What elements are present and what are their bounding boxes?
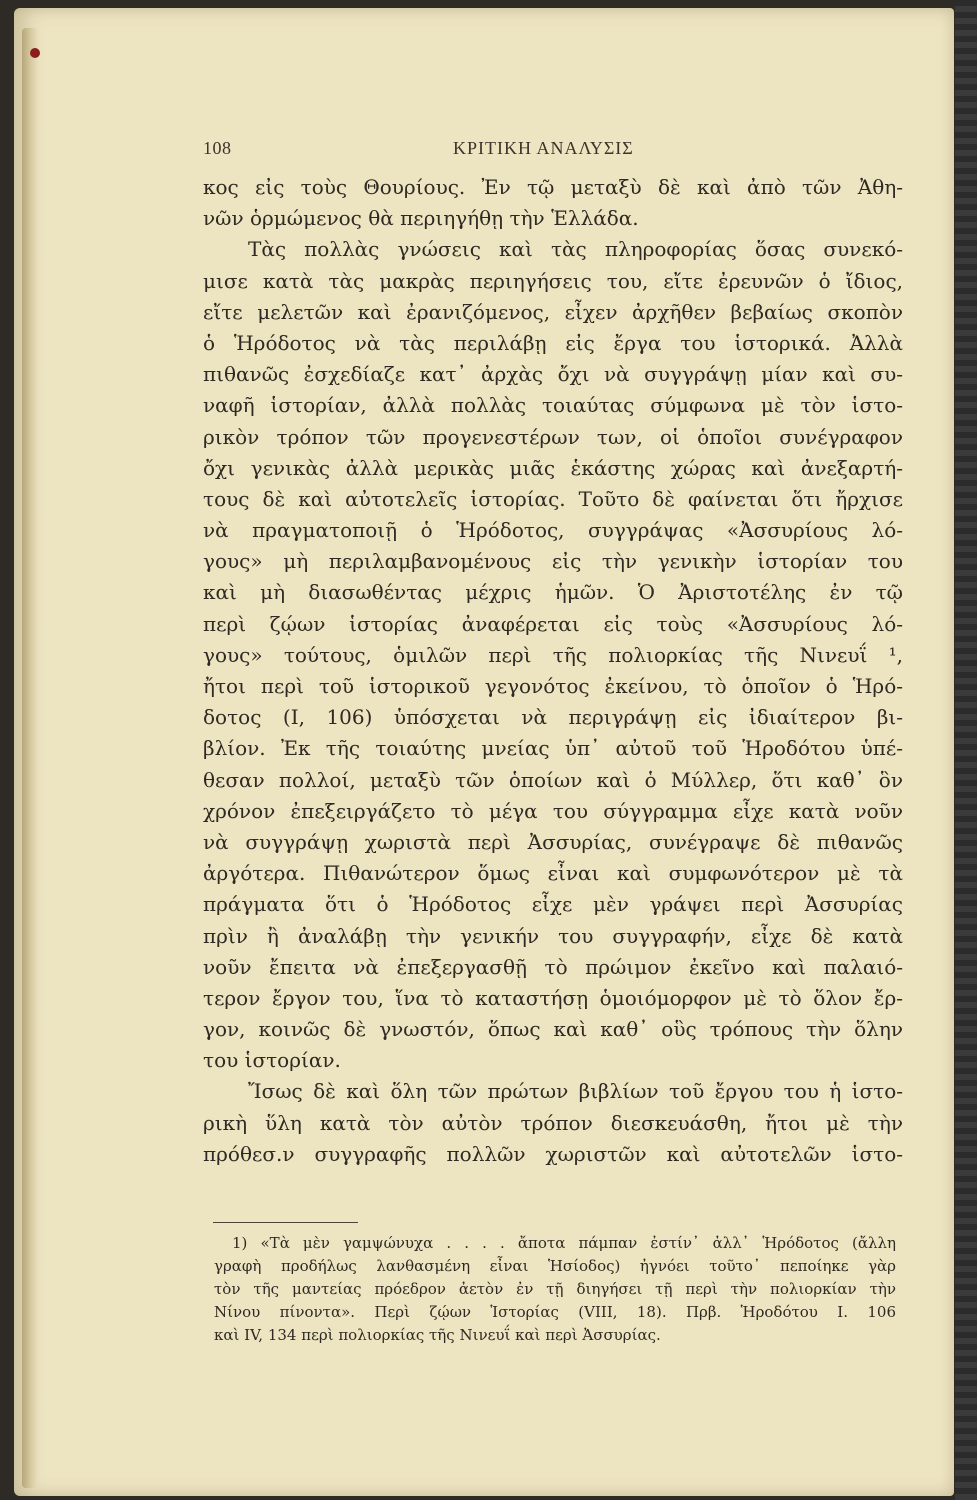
binding-strip: [955, 0, 977, 1500]
body-text: [203, 172, 903, 1170]
text-line: κος εἰς τοὺς Θουρίους. Ἐν τῷ μεταξὺ δὲ καὶ ἀπὸ τῶν Ἀθη-: [203, 175, 903, 199]
footnote-line: τὸν τῆς μαντείας πρόεδρον ἀετὸν ἐν τῇ διηγήσει τῇ περὶ τὴν πολιορκίαν τὴν: [214, 1280, 896, 1298]
text-line: δοτος (I, 106) ὑπόσχεται νὰ περιγράψῃ εἰς ἰδιαίτερον βι-: [203, 705, 903, 730]
text-line: γους» τούτους, ὁμιλῶν περὶ τῆς πολιορκίας τῆς Νινευΐ ¹,: [203, 642, 903, 667]
page-header: [203, 138, 898, 162]
text-line: του ἱστορίαν.: [203, 1048, 341, 1073]
footnote-line: καὶ IV, 134 περὶ πολιορκίας τῆς Νινευΐ καὶ περὶ Ἀσσυρίας.: [214, 1326, 661, 1344]
text-line: γους» μὴ περιλαμβανομένους εἰς τὴν γενικὴν ἱστορίαν του: [203, 549, 903, 574]
running-head: ΚΡΙΤΙΚΗ ΑΝΑΛΥΣΙΣ: [453, 138, 634, 158]
footnote-line: Νίνου πίνοντα». Περὶ ζῴων Ἱστορίας (VIII, 18). Πρβ. Ἡροδότου I. 106: [214, 1303, 896, 1321]
text-line: ὁ Ἡρόδοτος νὰ τὰς περιλάβῃ εἰς ἔργα του ἱστορικά. Ἀλλὰ: [203, 330, 903, 355]
text-line: πιθανῶς ἐσχεδίαζε κατ᾽ ἀρχὰς ὄχι νὰ συγγράψῃ μίαν καὶ συ-: [203, 362, 903, 387]
page-edge: [22, 28, 38, 1488]
text-line: περὶ ζῴων ἱστορίας ἀναφέρεται εἰς τοὺς «Ἀσσυρίους λό-: [203, 611, 903, 636]
text-line: ρικὴ ὕλη κατὰ τὸν αὐτὸν τρόπον διεσκευάσθη, ἤτοι μὲ τὴν: [203, 1110, 903, 1135]
text-line: χρόνον ἐπεξειργάζετο τὸ μέγα του σύγγραμμα εἶχε κατὰ νοῦν: [203, 798, 903, 823]
text-line: ἤτοι περὶ τοῦ ἱστορικοῦ γεγονότος ἐκείνου, τὸ ὁποῖον ὁ Ἡρό-: [203, 674, 903, 698]
text-line: ρικὸν τρόπον τῶν προγενεστέρων των, οἱ ὁποῖοι συνέγραφον: [203, 424, 903, 449]
text-line: ὄχι γενικὰς ἀλλὰ μερικὰς μιᾶς ἑκάστης χώρας καὶ ἀνεξαρτή-: [203, 455, 903, 480]
text-line: νοῦν ἔπειτα νὰ ἐπεξεργασθῇ τὸ πρώιμον ἐκεῖνο καὶ παλαιό-: [203, 954, 903, 979]
text-line: πράγματα ὅτι ὁ Ἡρόδοτος εἶχε μὲν γράψει περὶ Ἀσσυρίας: [203, 892, 903, 917]
text-line: νὰ πραγματοποιῇ ὁ Ἡρόδοτος, συγγράψας «Ἀσσυρίους λό-: [203, 518, 903, 543]
text-line: βλίον. Ἐκ τῆς τοιαύτης μνείας ὑπ᾽ αὐτοῦ τοῦ Ἡροδότου ὑπέ-: [203, 736, 903, 761]
text-line: εἴτε μελετῶν καὶ ἐρανιζόμενος, εἶχεν ἀρχῆθεν βεβαίως σκοπὸν: [203, 299, 903, 324]
text-line: πρόθεσ.ν συγγραφῆς πολλῶν χωριστῶν καὶ αὐτοτελῶν ἱστο-: [203, 1141, 903, 1166]
page-mark: [30, 48, 40, 58]
text-line: γον, κοινῶς δὲ γνωστόν, ὅπως καὶ καθ᾽ οὓς τρόπους τὴν ὅλην: [203, 1017, 903, 1042]
text-line: τερον ἔργον του, ἵνα τὸ καταστήσῃ ὁμοιόμορφον μὲ τὸ ὅλον ἔρ-: [203, 985, 903, 1010]
text-line: ἀργότερα. Πιθανώτερον ὅμως εἶναι καὶ συμφωνότερον μὲ τὰ: [203, 861, 903, 886]
footnote: [214, 1232, 896, 1347]
text-line: τους δὲ καὶ αὐτοτελεῖς ἱστορίας. Τοῦτο δὲ φαίνεται ὅτι ἤρχισε: [203, 486, 903, 511]
footnote-line: 1) «Τὰ μὲν γαμψώνυχα . . . . ἄποτα πάμπαν ἐστίν᾽ ἀλλ᾽ Ἡρόδοτος (ἄλλη: [232, 1234, 896, 1252]
text-line: Ἴσως δὲ καὶ ὅλη τῶν πρώτων βιβλίων τοῦ ἔργου του ἡ ἱστο-: [248, 1079, 903, 1104]
text-line: Τὰς πολλὰς γνώσεις καὶ τὰς πληροφορίας ὅσας συνεκό-: [248, 237, 903, 262]
text-line: μισε κατὰ τὰς μακρὰς περιηγήσεις του, εἴτε ἐρευνῶν ὁ ἴδιος,: [203, 268, 903, 293]
page-number: 108: [203, 138, 232, 158]
text-line: καὶ μὴ διασωθέντας μέχρις ἡμῶν. Ὁ Ἀριστοτέλης ἐν τῷ: [203, 580, 903, 605]
footnote-line: γραφὴ προδήλως λανθασμένη εἶναι Ἡσίοδος) ἠγνόει τοῦτο᾽ πεποίηκε γὰρ: [214, 1257, 896, 1275]
text-line: πρὶν ἢ ἀναλάβῃ τὴν γενικήν του συγγραφήν, εἶχε δὲ κατὰ: [203, 923, 903, 948]
text-line: νῶν ὁρμώμενος θὰ περιηγήθῃ τὴν Ἑλλάδα.: [203, 206, 639, 231]
text-line: ναφῆ ἱστορίαν, ἀλλὰ πολλὰς τοιαύτας σύμφωνα μὲ τὸν ἱστο-: [203, 393, 903, 418]
footnote-rule: [213, 1222, 358, 1223]
text-line: νὰ συγγράψῃ χωριστὰ περὶ Ἀσσυρίας, συνέγραψε δὲ πιθανῶς: [203, 829, 903, 854]
text-line: θεσαν πολλοί, μεταξὺ τῶν ὁποίων καὶ ὁ Μύλλερ, ὅτι καθ᾽ ὃν: [203, 767, 903, 792]
